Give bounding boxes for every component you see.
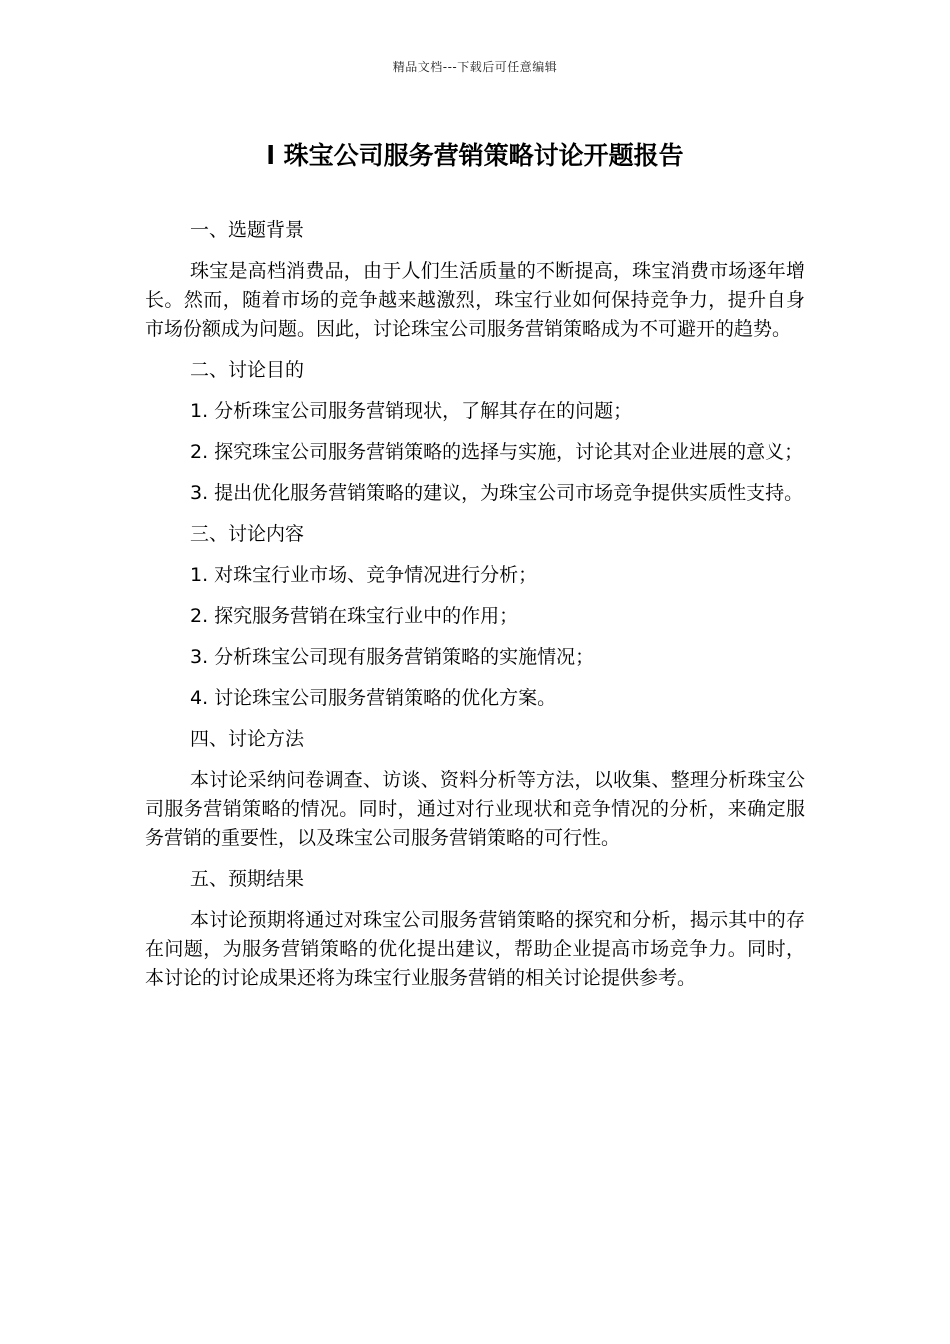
- section-heading-method: 四、讨论方法: [190, 728, 305, 750]
- list-item-content-1: 1. 对珠宝行业市场、竞争情况进行分析；: [190, 564, 538, 586]
- paragraph-results: 本讨论预期将通过对珠宝公司服务营销策略的探究和分析，揭示其中的存在问题，为服务营销策略的优化提出建议，帮助企业提高市场竞争力。同时，本讨论的讨论成果还将为珠宝行业服务营销的相关讨论提供参考。: [145, 909, 805, 989]
- paragraph-method: 本讨论采纳问卷调查、访谈、资料分析等方法，以收集、整理分析珠宝公司服务营销策略的情况。同时，通过对行业现状和竞争情况的分析，来确定服务营销的重要性，以及珠宝公司服务营销策略的可行性。: [145, 769, 805, 849]
- section-heading-content: 三、讨论内容: [190, 523, 305, 545]
- list-item-purpose-2: 2. 探究珠宝公司服务营销策略的选择与实施，讨论其对企业进展的意义；: [190, 441, 804, 463]
- list-item-content-2: 2. 探究服务营销在珠宝行业中的作用；: [190, 605, 519, 627]
- page-header: 精品文档---下载后可任意编辑: [392, 60, 558, 74]
- section-heading-results: 五、预期结果: [190, 868, 305, 890]
- paragraph-background: 珠宝是高档消费品，由于人们生活质量的不断提高，珠宝消费市场逐年增长。然而，随着市场的竞争越来越激烈，珠宝行业如何保持竞争力，提升自身市场份额成为问题。因此，讨论珠宝公司服务营销策略成为不可避开的趋势。: [145, 260, 805, 340]
- section-heading-purpose: 二、讨论目的: [190, 359, 305, 381]
- document-body: [145, 216, 805, 1005]
- list-item-content-4: 4. 讨论珠宝公司服务营销策略的优化方案。: [190, 687, 557, 709]
- list-item-purpose-3: 3. 提出优化服务营销策略的建议，为珠宝公司市场竞争提供实质性支持。: [190, 482, 804, 504]
- section-heading-background: 一、选题背景: [190, 219, 305, 241]
- list-item-content-3: 3. 分析珠宝公司现有服务营销策略的实施情况；: [190, 646, 595, 668]
- list-item-purpose-1: 1. 分析珠宝公司服务营销现状，了解其存在的问题；: [190, 400, 633, 422]
- document-title: l 珠宝公司服务营销策略讨论开题报告: [266, 141, 684, 170]
